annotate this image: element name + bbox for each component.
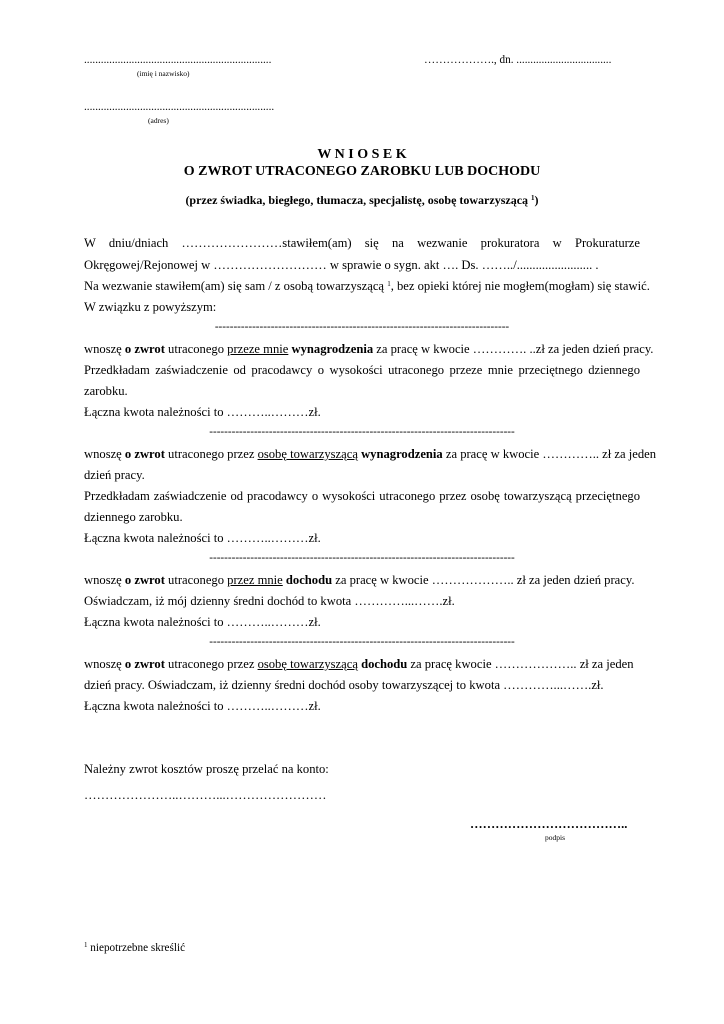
footnote-marker: 1 <box>84 941 88 949</box>
section2-attachment: Przedkładam zaświadczenie od pracodawcy o wysokości utraconego przez osobę towarzyszącą przeciętnego <box>84 489 640 503</box>
account-label: Należny zwrot kosztów proszę przelać na konto: <box>84 762 329 776</box>
separator-line: ---------------------------------------------------------------------------------- <box>209 426 515 438</box>
account-number-dots: …………………..………...…………………… <box>84 788 327 802</box>
place-date-line <box>424 54 611 66</box>
section3-claim: wnoszę o zwrot utraconego przez mnie dochodu za pracę w kwocie ……………….. zł za jeden dzień pracy. <box>84 573 635 587</box>
signature-dots: ……………………………….. <box>470 817 628 831</box>
address-caption: (adres) <box>148 116 169 125</box>
section4-declaration: dzień pracy. Oświadczam, iż dzienny średni dochód osoby towarzyszącej to kwota …………...…….zł. <box>84 678 604 692</box>
document-subtitle: (przez świadka, biegłego, tłumacza, specjalistę, osobę towarzyszącą $^1$) <box>185 193 539 207</box>
section2-claim-cont: dzień pracy. <box>84 468 145 482</box>
intro-line-2: Okręgowej/Rejonowej w ……………………… w sprawie o sygn. akt …. Ds. ……../........................ . <box>84 258 599 272</box>
section2-total: Łączna kwota należności to ………..………zł. <box>84 531 321 545</box>
section1-attachment: Przedkładam zaświadczenie od pracodawcy o wysokości utraconego przeze mnie przeciętnego dziennego <box>84 363 640 377</box>
section1-claim: wnoszę o zwrot utraconego przeze mnie wynagrodzenia za pracę w kwocie …………. ..zł za jeden dzień pracy. <box>84 342 654 356</box>
place-dots: ………………. <box>424 54 494 66</box>
section2-claim: wnoszę o zwrot utraconego przez osobę towarzyszącą wynagrodzenia za pracę w kwocie ………….. zł za jeden <box>84 447 657 461</box>
separator-line: ------------------------------------------------------------------------------- <box>214 321 510 333</box>
footnote: $^1$ niepotrzebne skreślić <box>84 941 186 954</box>
date-label: , dn. <box>493 54 517 66</box>
intro-line-4: W związku z powyższym: <box>84 300 217 314</box>
section3-declaration: Oświadczam, iż mój dzienny średni dochód to kwota …………...…….zł. <box>84 594 455 608</box>
signature-caption: podpis <box>545 833 566 842</box>
section4-claim: wnoszę o zwrot utraconego przez osobę towarzyszącą dochodu za pracę kwocie ……………….. zł za jeden <box>84 657 634 671</box>
name-field-dots: ................................................................... <box>84 54 272 66</box>
name-caption: (imię i nazwisko) <box>137 69 190 78</box>
intro-line-1: W dniu/dniach ……………………stawiłem(am) się na wezwanie prokuratora w Prokuraturze <box>84 236 640 250</box>
separator-line: ---------------------------------------------------------------------------------- <box>209 552 515 564</box>
footnote-marker: 1 <box>387 280 391 288</box>
footnote-marker: 1 <box>531 194 535 202</box>
section1-total: Łączna kwota należności to ………..………zł. <box>84 405 321 419</box>
date-dots: .................................. <box>516 54 612 66</box>
document-subject: O ZWROT UTRACONEGO ZAROBKU LUB DOCHODU <box>183 164 541 179</box>
section4-total: Łączna kwota należności to ………..………zł. <box>84 699 321 713</box>
separator-line: ---------------------------------------------------------------------------------- <box>209 636 515 648</box>
section3-total: Łączna kwota należności to ………..………zł. <box>84 615 321 629</box>
document-title: W N I O S E K <box>317 147 407 162</box>
address-field-dots: .................................................................... <box>84 101 275 113</box>
section2-attachment-cont: dziennego zarobku. <box>84 510 183 524</box>
section1-attachment-cont: zarobku. <box>84 384 128 398</box>
intro-line-3: Na wezwanie stawiłem(am) się sam / z osobą towarzyszącą $^1$, bez opieki której nie mogłem(mogłam) się stawić. <box>84 279 650 293</box>
